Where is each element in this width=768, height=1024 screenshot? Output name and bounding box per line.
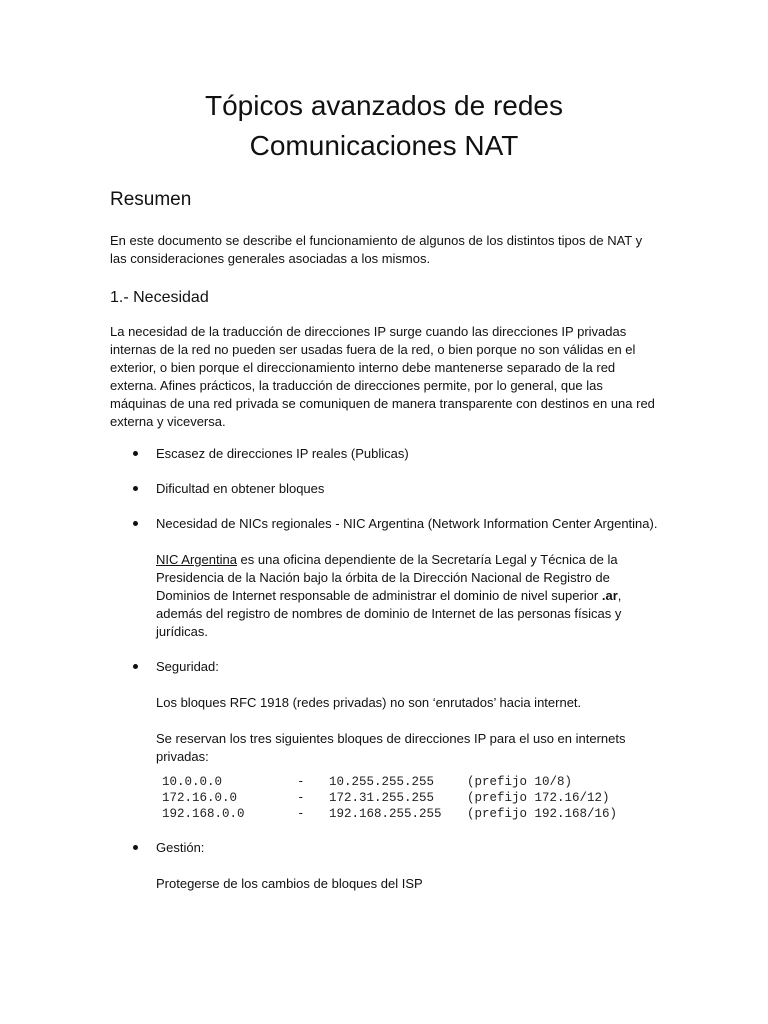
bullet-seguridad: Seguridad: bbox=[156, 659, 219, 674]
ip-start: 10.0.0.0 bbox=[162, 775, 223, 789]
list-item bbox=[110, 480, 658, 498]
list-item bbox=[110, 839, 658, 893]
ip-end: 10.255.255.255 bbox=[329, 775, 435, 789]
ip-prefix: (prefijo 172.16/12) bbox=[467, 791, 610, 805]
title-line-2: Comunicaciones NAT bbox=[249, 130, 519, 161]
ip-dash: - bbox=[297, 791, 305, 805]
list-item bbox=[110, 658, 658, 822]
bullet-nics: Necesidad de NICs regionales - NIC Argentina (Network Information Center Argentina). bbox=[156, 516, 658, 531]
ip-start: 172.16.0.0 bbox=[162, 791, 238, 805]
bullet-dificultad: Dificultad en obtener bloques bbox=[156, 481, 325, 496]
ip-prefix: (prefijo 10/8) bbox=[467, 775, 573, 789]
security-paragraph-1: Los bloques RFC 1918 (redes privadas) no son ‘enrutados’ hacia internet. bbox=[156, 695, 582, 710]
section-heading-necesidad: 1.- Necesidad bbox=[110, 289, 209, 306]
ip-dash: - bbox=[297, 807, 305, 821]
ip-block-row bbox=[156, 790, 658, 806]
ip-block-table bbox=[156, 774, 658, 822]
title-line-1: Tópicos avanzados de redes bbox=[205, 90, 563, 121]
ip-dash: - bbox=[297, 775, 305, 789]
ip-block-row bbox=[156, 806, 658, 822]
ip-start: 192.168.0.0 bbox=[162, 807, 245, 821]
nic-text-1: es una oficina dependiente de la Secretaría Legal y Técnica de la Presidencia de la Nación bajo la órbita de la Dirección Nacional de Registro de Dominios de Internet responsable de administrar el dominio de nivel superior bbox=[156, 552, 618, 603]
list-item bbox=[110, 445, 658, 463]
bullet-gestion: Gestión: bbox=[156, 840, 205, 855]
summary-text: En este documento se describe el funcionamiento de algunos de los distintos tipos de NAT y las consideraciones generales asociadas a los mismos. bbox=[110, 233, 643, 266]
nic-description bbox=[156, 551, 658, 641]
gestion-paragraph: Protegerse de los cambios de bloques del ISP bbox=[156, 876, 423, 891]
necesidad-paragraph: La necesidad de la traducción de direcciones IP surge cuando las direcciones IP privadas internas de la red no pueden ser usadas fuera de la red, o bien porque no son válidas en el exterior, o bien porque el direccionamiento interno debe mantenerse separado de la red externa. Afines prácticos, la traducción de direcciones permite, por lo general, que las máquinas de una red privada se comuniquen de manera transparente con destinos en una red externa y viceversa. bbox=[110, 324, 655, 429]
ip-prefix: (prefijo 192.168/16) bbox=[467, 807, 618, 821]
document-title bbox=[110, 0, 658, 166]
security-paragraph-2: Se reservan los tres siguientes bloques de direcciones IP para el uso en internets privadas: bbox=[156, 731, 626, 764]
needs-list bbox=[110, 445, 658, 893]
bullet-escasez: Escasez de direcciones IP reales (Publicas) bbox=[156, 446, 409, 461]
ip-end: 192.168.255.255 bbox=[329, 807, 442, 821]
nic-argentina-link[interactable]: NIC Argentina bbox=[156, 552, 237, 567]
summary-heading: Resumen bbox=[110, 189, 192, 210]
ip-block-row bbox=[156, 774, 658, 790]
list-item bbox=[110, 515, 658, 641]
nic-text-2: , además del registro de nombres de dominio de Internet de las personas físicas y jurídicas. bbox=[156, 588, 622, 639]
ip-end: 172.31.255.255 bbox=[329, 791, 435, 805]
ar-domain: .ar bbox=[601, 588, 618, 603]
